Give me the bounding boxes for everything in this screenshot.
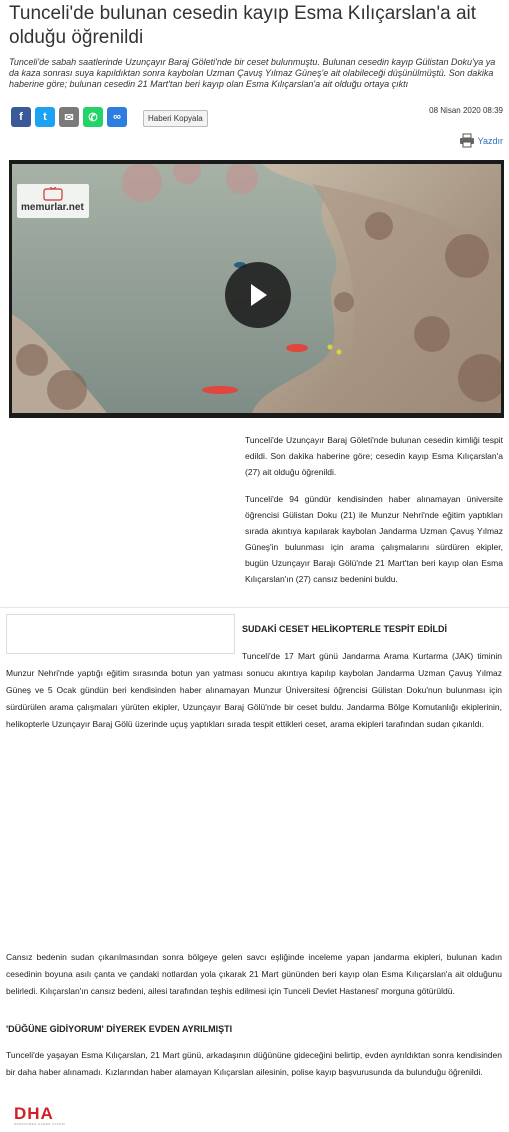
subheading-2: 'DÜĞÜNE GİDİYORUM' DİYEREK EVDEN AYRILMIŞTI [6,1024,233,1034]
tv-icon [43,187,63,201]
paragraph-2: Tunceli'de 94 gündür kendisinden haber alınamayan üniversite öğrencisi Gülistan Doku (21) ile Munzur Nehri'nde eğitim yaptıkları sırada akıntıya kapılarak kaybolan Jandarma Uzman Çavuş Yılmaz Güneş'in bulunması için arama çalışmalarını sürdüren ekipler, bugün Uzunçayır Barajı Gölü'nde 21 Mart'tan beri kayıp olan Esma Kılıçarslan'ın (27) cansız bedenini buldu. [245,494,503,584]
link-share-button[interactable] [107,107,127,127]
print-button[interactable] [459,133,503,148]
publish-date: 08 Nisan 2020 08:39 [429,106,503,115]
whatsapp-share-button[interactable] [83,107,103,127]
article-summary: Tunceli'de sabah saatlerinde Uzunçayır Baraj Göleti'nde bir ceset bulunmuştu. Bulunan cesedin kayıp Gülistan Doku'ya ya da kaza sonrası suya kapıldıktan sonra kaybolan Uzman Çavuş Yılmaz Güneş'e ait olabileceği düşünülmüştü. Son dakika haberine göre; bulunan cesedin 21 Mart'tan beri kayıp olan Esma Kılıçarslan'a ait olduğu ortaya çıktı [9,57,496,89]
whatsapp-icon: ✆ [88,111,98,124]
print-label: Yazdır [477,135,503,146]
video-frame [12,164,501,413]
article-title: Tunceli'de bulunan cesedin kayıp Esma Kılıçarslan'a ait olduğu öğrenildi [9,3,477,48]
mail-icon: ✉ [64,111,74,124]
subheading-1: SUDAKİ CESET HELİKOPTERLE TESPİT EDİLDİ [242,624,448,634]
play-button[interactable] [225,262,291,328]
copy-article-button[interactable]: Haberi Kopyala [143,110,208,127]
twitter-share-button[interactable] [35,107,55,127]
printer-icon [459,133,475,148]
video-player[interactable] [9,160,504,418]
twitter-icon: t [43,111,47,123]
section-divider [0,607,509,608]
watermark-text: memurlar.net [21,202,84,213]
facebook-icon: f [19,111,23,123]
watermark-logo [17,184,89,218]
paragraph-1: Tunceli'de Uzunçayır Baraj Göleti'nde bulunan cesedin kimliği tespit edildi. Son dakika haberine göre; cesedin kayıp Esma Kılıçarslan'a (27) ait olduğu öğrenildi. [245,435,503,477]
facebook-share-button[interactable] [11,107,31,127]
paragraph-5: Tunceli'de yaşayan Esma Kılıçarslan, 21 Mart günü, arkadaşının düğününe gideceğini belirtip, evden ayrıldıktan sonra kendisinden bir daha haber alınamadı. Kızlarından haber alamayan Kılıçarslan ailesinin, polise kayıp başvurusunda da bulunduğu öğrenildi. [6,1050,502,1077]
play-icon [246,282,270,308]
mail-share-button[interactable] [59,107,79,127]
dha-logo-text: DHA [14,1104,54,1123]
source-logo [14,1105,66,1126]
paragraph-4: Cansız bedenin sudan çıkarılmasından sonra bölgeye gelen savcı eşliğinde inceleme yapan jandarma ekipleri, bulunan kadın cesedinin boyuna asılı çanta ve çandaki notlardan yola çıkarak 21 Mart gününden beri kayıp olan Esma Kılıçarslan'a ait olduğunu belirledi. Kılıçarslan'ın cansız bedeni, ailesi tarafından teşhis edilmesi için Tunceli Devlet Hastanesi' morguna götürüldü. [6,952,502,996]
share-bar [11,107,127,127]
link-icon: ∞ [113,111,121,123]
paragraph-3: Tunceli'de 17 Mart günü Jandarma Arama Kurtarma (JAK) timinin Munzur Nehri'nde yaptığı eğitim sırasında botun yan yatması sonucu akıntıya kapılıp kaybolan Jandarma Uzman Çavuş Yılmaz Güneş ve 5 Ocak gündün beri kendisinden haber alınamayan Munzur Üniversitesi öğrencisi Gülistan Doku'nun bulunması için sürdürülen arama çalışmaları yürüten ekipler, Uzunçayır Baraj Gölü'nde bir ceset buldu. Jandarma Bölge Komutanlığı ekiplerinin, helikopterle Uzunçayır Baraj Gölü üzerinde uçuş yaptıkları sırada tespit ettikleri ceset, arama ekipleri tarafından sudan çıkarıldı. [6,651,502,729]
dha-logo-subtitle: DEMİRÖREN HABER AJANSI [14,1122,66,1126]
